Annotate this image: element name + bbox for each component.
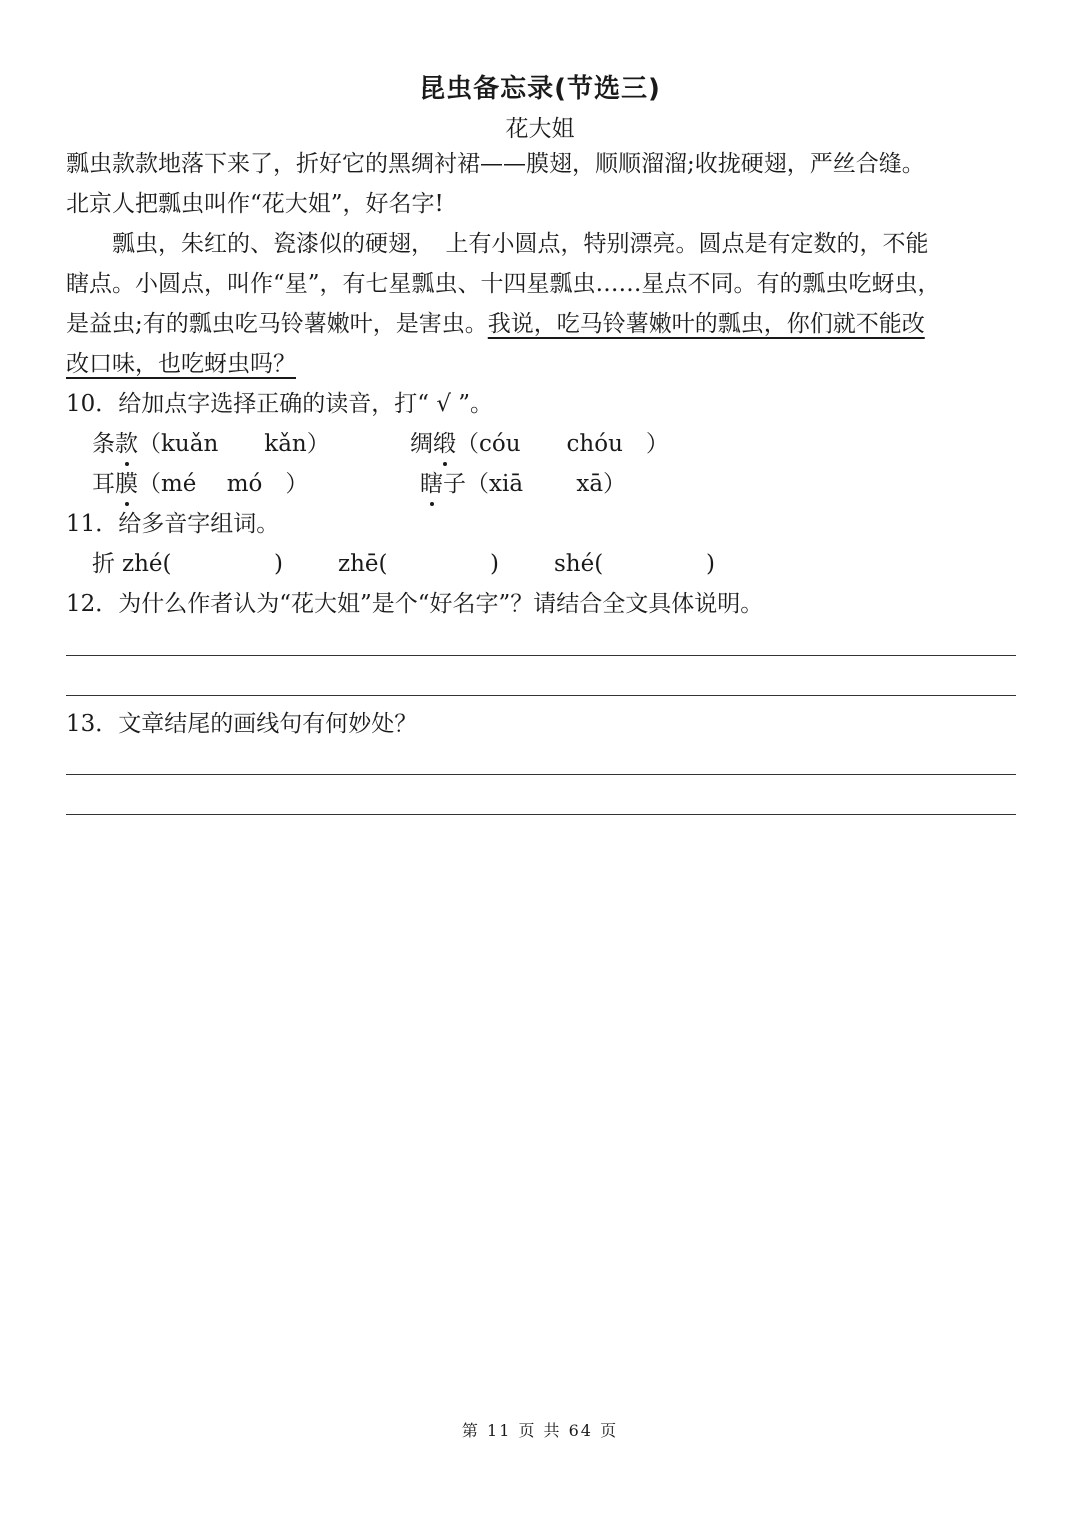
question-12-prompt: 12．为什么作者认为“花大姐”是个“好名字”？请结合全文具体说明。 <box>66 591 764 617</box>
passage-line <box>66 348 1016 380</box>
q11-reading-3: shé( <box>554 551 604 577</box>
underlined-sentence: 改口味，也吃蚜虫吗？ <box>66 351 296 377</box>
q11-reading-2: zhē( <box>338 551 388 577</box>
question-11-prompt: 11．给多音字组词。 <box>66 511 280 537</box>
underlined-sentence: 我说，吃马铃薯嫩叶的瓢虫，你们就不能改 <box>487 311 925 337</box>
passage-subtitle: 花大姐 <box>505 116 575 142</box>
q10-item-options[interactable]: （mé mó ） <box>138 471 309 497</box>
passage-text: 是益虫;有的瓢虫吃马铃薯嫩叶，是害虫。 <box>66 311 488 337</box>
q10-item-char: 子 <box>443 471 466 497</box>
page-number-footer: 第 11 页 共 64 页 <box>461 1421 619 1440</box>
q11-answer-blank-2[interactable] <box>398 548 488 580</box>
passage-line: 瓢虫款款地落下来了，折好它的黑绸衬裙——膜翅，顺顺溜溜;收拢硬翅，严丝合缝。 <box>66 151 925 177</box>
q10-item-options[interactable]: （cóu chóu ） <box>456 431 669 457</box>
q11-reading-2-close: ) <box>490 551 499 577</box>
q11-answer-blank-3[interactable] <box>612 548 704 580</box>
q11-answer-blank-1[interactable] <box>180 548 272 580</box>
dotted-char: 缎 <box>433 428 456 460</box>
q10-item-ermo <box>92 468 308 500</box>
q10-item-options[interactable]: （kuǎn kǎn） <box>138 431 330 457</box>
q10-item-char: 耳 <box>92 471 115 497</box>
dotted-char: 膜 <box>115 468 138 500</box>
passage-line: 瞎点。小圆点，叫作“星”，有七星瓢虫、十四星瓢虫……星点不同。有的瓢虫吃蚜虫， <box>66 271 941 297</box>
passage-line: 瓢虫，朱红的、瓷漆似的硬翅， 上有小圆点，特别漂亮。圆点是有定数的，不能 <box>66 231 929 257</box>
dotted-char: 瞎 <box>420 468 443 500</box>
question-13-prompt: 13．文章结尾的画线句有何妙处？ <box>66 711 418 737</box>
q10-item-char: 条 <box>92 431 115 457</box>
q10-item-options[interactable]: （xiā xā） <box>466 471 627 497</box>
answer-line[interactable] <box>66 814 1016 815</box>
q11-reading-1-close: ) <box>274 551 283 577</box>
q11-reading-3-close: ) <box>706 551 715 577</box>
q10-item-chouduan <box>410 428 669 460</box>
passage-line: 北京人把瓢虫叫作“花大姐”，好名字! <box>66 191 444 217</box>
passage-line <box>66 308 1016 340</box>
q11-reading-1: zhé( <box>122 551 172 577</box>
q10-item-tiaokuan <box>92 428 330 460</box>
question-10-prompt: 10．给加点字选择正确的读音，打“ √ ”。 <box>66 391 494 417</box>
q11-char: 折 <box>92 551 115 577</box>
answer-line[interactable] <box>66 774 1016 775</box>
answer-line[interactable] <box>66 655 1016 656</box>
dotted-char: 款 <box>115 428 138 460</box>
q10-item-char: 绸 <box>410 431 433 457</box>
q10-item-xiazi <box>420 468 626 500</box>
answer-line[interactable] <box>66 695 1016 696</box>
page-title: 昆虫备忘录(节选三) <box>419 74 661 104</box>
